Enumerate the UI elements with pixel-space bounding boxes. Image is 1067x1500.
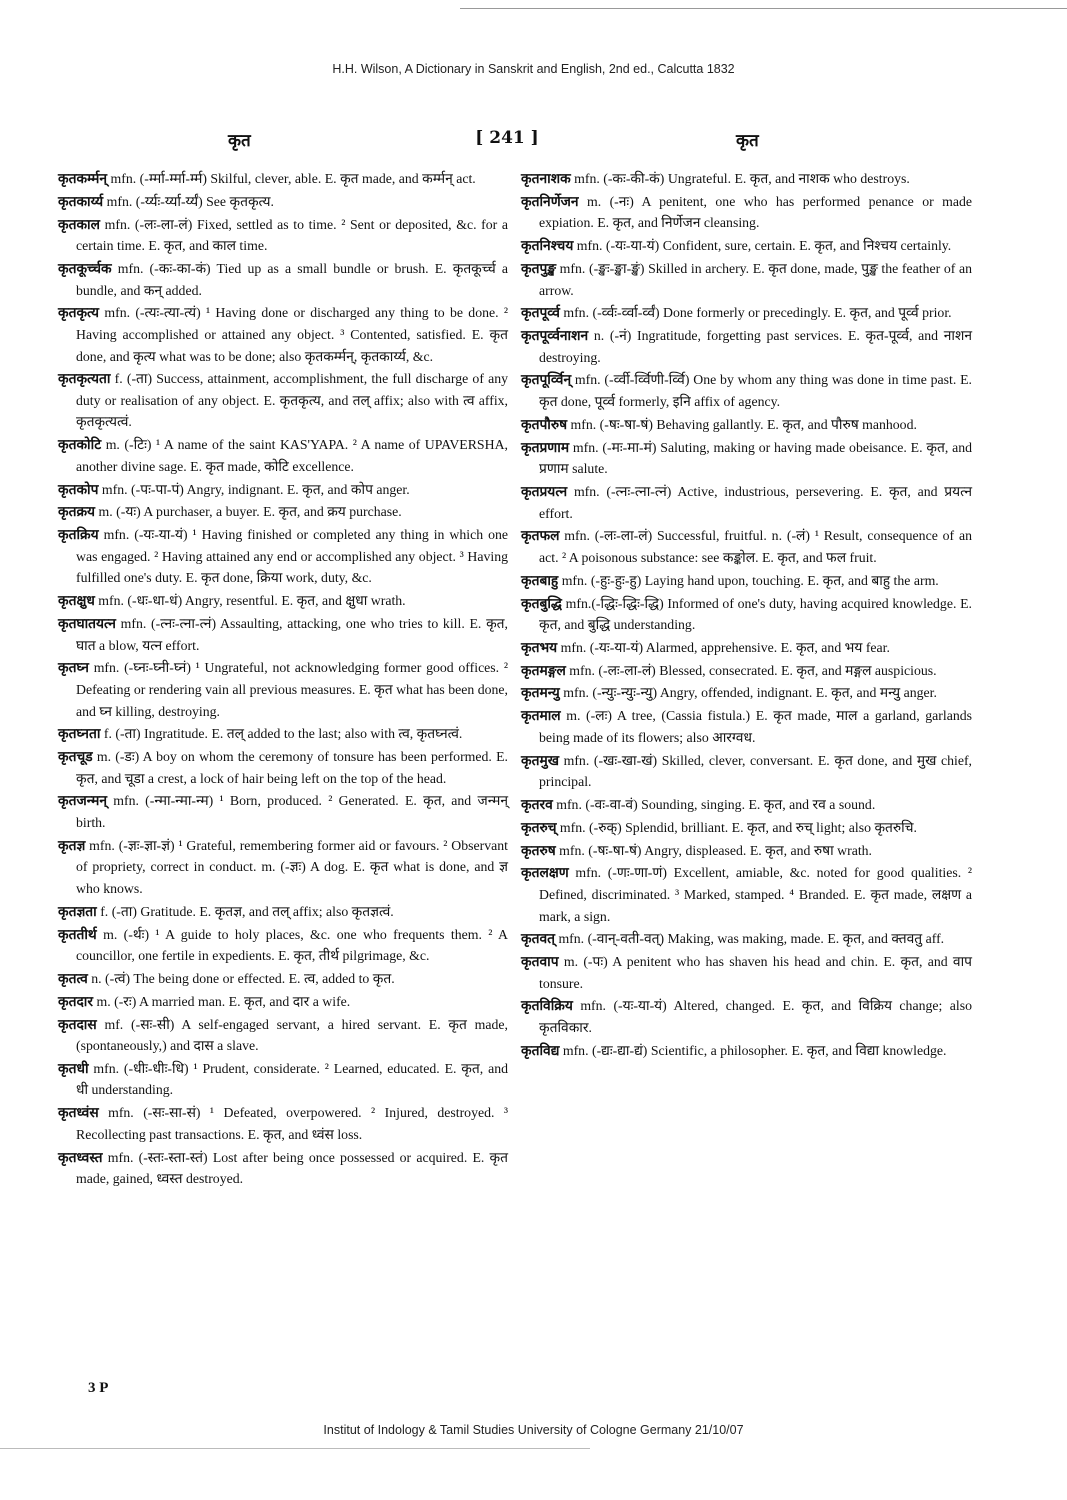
entry-definition: f. (-ता) Gratitude. E. कृतज्ञ, and तल् affix; also कृतज्ञत्वं. — [96, 903, 394, 919]
entry-headword: कृतरुच् — [521, 819, 557, 835]
entry-definition: mfn. (-वः-वा-वं) Sounding, singing. E. कृत, and रव a sound. — [552, 797, 876, 812]
entry-definition: mfn. (-घ्नः-घ्नी-घ्नं) ¹ Ungrateful, not acknowledging former good offices. ² Defeating or rendering vain all previous measures. E. कृत what has been done, and घ्न killing, destroying. — [76, 660, 508, 719]
entry-definition: mfn. (-त्नः-त्ना-त्नं) Active, industrious, persevering. E. कृत, and प्रयत्न effort. — [539, 484, 972, 521]
entry-headword: कृतविद्य — [521, 1042, 560, 1058]
entry-headword: कृतकूर्च्चक — [58, 260, 112, 276]
entry-headword: कृतकृत्यता — [58, 371, 111, 387]
entry-headword: कृतलक्षण — [521, 865, 569, 881]
dictionary-entry — [58, 501, 508, 523]
dictionary-entry — [521, 525, 972, 568]
entry-definition: mfn. (-रुक्) Splendid, brilliant. E. कृत, and रुच् light; also कृतरुचि. — [556, 819, 917, 835]
entry-headword: कृतज्ञता — [58, 903, 97, 919]
entry-headword: कृतधी — [58, 1060, 89, 1076]
dictionary-entry — [58, 901, 508, 923]
entry-headword: कृततीर्थ — [58, 926, 97, 942]
entry-headword: कृतबुद्धि — [521, 595, 562, 611]
entry-headword: कृतजन्मन् — [58, 793, 107, 809]
entry-definition: mfn. (-र्व्वः-र्व्वा-र्व्वं) Done formerly or precedingly. E. कृत, and पूर्व्व prior. — [559, 305, 952, 321]
entry-headword: कृतबाहु — [521, 572, 559, 588]
entry-definition: m. (-यः) A purchaser, a buyer. E. कृत, and क्रय purchase. — [95, 504, 402, 520]
entry-definition: mfn. (-षः-षा-षं) Angry, displeased. E. कृत, and रुषा wrath. — [555, 842, 872, 858]
entry-definition: mfn. (-ज्ञः-ज्ञा-ज्ञं) ¹ Grateful, remembering former aid or favours. ² Observant of propriety, correct in conduct. m. (-ज्ञः) A dog. E. कृत what is done, and ज्ञ who knows. — [76, 837, 508, 896]
footer-credit: Institut of Indology & Tamil Studies University of Cologne Germany 21/10/07 — [323, 1423, 744, 1437]
entry-definition: mfn. (-न्मा-न्मा-न्म) ¹ Born, produced. ² Generated. E. कृत, and जन्मन् birth. — [76, 793, 508, 831]
dictionary-entry — [58, 968, 508, 990]
entry-definition: m. (-नः) A penitent, one who has performed penance or made expiation. E. कृत, and निर्णेजन cleansing. — [539, 193, 972, 231]
dictionary-entry — [521, 570, 972, 592]
entry-definition: mfn. (-कः-की-कं) Ungrateful. E. कृत, and नाशक who destroys. — [570, 171, 910, 186]
dictionary-entry — [58, 524, 508, 589]
entry-definition: mfn. (-यः-या-यं) Altered, changed. E. कृत, and विक्रिय change; also कृतविकार. — [539, 998, 972, 1036]
entry-headword: कृतमङ्गल — [521, 662, 566, 678]
entry-definition: mfn. (-धः-धा-धं) Angry, resentful. E. कृत, and क्षुधा wrath. — [94, 593, 406, 609]
entry-headword: कृतरुष — [521, 842, 556, 858]
dictionary-entry — [521, 750, 972, 793]
entry-headword: कृतत्व — [58, 970, 88, 986]
entry-definition: mfn.(-द्धिः-द्धिः-द्धि) Informed of one's duty, having acquired knowledge. E. कृत, and बुद्धि understanding. — [539, 595, 972, 633]
entry-definition: mfn. (-यः-या-यं) Alarmed, apprehensive. E. कृत, and भय fear. — [557, 639, 890, 655]
entry-headword: कृतक्षुध — [58, 593, 95, 609]
dictionary-entry — [58, 723, 508, 745]
entry-definition: mfn. (-लः-ला-लं) Blessed, consecrated. E. कृत, and मङ्गल auspicious. — [565, 662, 937, 678]
dictionary-entry — [58, 368, 508, 433]
entry-definition: mfn. (-लः-ला-लं) Successful, fruitful. n. (-लं) ¹ Result, consequence of an act. ² A poisonous substance: see कङ्कोल. E. कृत, and फल fruit. — [539, 528, 972, 565]
entry-definition: mfn. (-हुः-हुः-हु) Laying hand upon, touching. E. कृत, and बाहु the arm. — [558, 572, 939, 588]
dictionary-entry — [521, 840, 972, 862]
page-number: [ 241 ] — [475, 128, 539, 148]
dictionary-entry — [521, 325, 972, 368]
entry-definition: mfn. (-द्यः-द्या-द्यं) Scientific, a philosopher. E. कृत, and विद्या knowledge. — [559, 1042, 947, 1058]
entry-definition: m. (-पः) A penitent who has shaven his head and chin. E. कृत, and वाप tonsure. — [539, 954, 972, 991]
entry-headword: कृतवाप — [521, 954, 559, 970]
left-column — [58, 168, 508, 1191]
entry-headword: कृतघातयत्न — [58, 615, 116, 631]
dictionary-entry — [58, 991, 508, 1013]
dictionary-entry — [58, 302, 508, 367]
dictionary-entry — [58, 258, 508, 301]
entry-headword: कृतमाल — [521, 708, 561, 724]
dictionary-entry — [521, 369, 972, 412]
source-citation: H.H. Wilson, A Dictionary in Sanskrit and English, 2nd ed., Calcutta 1832 — [332, 62, 735, 76]
entry-definition: mfn. (-र्य्यः-र्य्या-र्य्यं) See कृतकृत्य. — [103, 193, 274, 209]
entry-headword: कृतघ्नता — [58, 726, 101, 742]
entry-headword: कृतदास — [58, 1016, 97, 1032]
entry-definition: m. (-लः) A tree, (Cassia fistula.) E. कृत made, माल a garland, garlands being made of its flowers; also आरग्वध. — [539, 708, 972, 745]
entry-definition: mfn. (-वान्-वती-वत्) Making, was making, made. E. कृत, and क्तवतु aff. — [555, 931, 945, 947]
entry-headword: कृतविक्रिय — [521, 998, 573, 1014]
dictionary-entry — [58, 1147, 508, 1190]
entry-definition: mfn. (-मः-मा-मं) Saluting, making or having made obeisance. E. कृत, and प्रणाम salute. — [539, 439, 972, 477]
entry-definition: mfn. (-लः-ला-लं) Fixed, settled as to time. ² Sent or deposited, &c. for a certain time. E. कृत, and काल time. — [76, 216, 508, 254]
dictionary-entry — [58, 434, 508, 477]
entry-headword: कृतप्रयत्न — [521, 484, 568, 499]
header-right-catchword: कृत — [736, 131, 759, 151]
dictionary-entry — [58, 479, 508, 501]
entry-headword: कृतकोप — [58, 481, 99, 497]
entry-headword: कृतवत् — [521, 931, 555, 947]
entry-definition: mfn. (-यः-या-यं) Confident, sure, certain. E. कृत, and निश्चय certainly. — [573, 238, 952, 254]
entry-headword: कृतनिर्णेजन — [521, 193, 579, 209]
dictionary-entry — [521, 235, 972, 257]
dictionary-entry — [58, 1014, 508, 1057]
entry-headword: कृतचूड — [58, 749, 93, 765]
dictionary-entry — [521, 705, 972, 748]
dictionary-entry — [58, 214, 508, 257]
entry-definition: mfn. (-ङ्खः-ङ्खा-ङ्खं) Skilled in archery. E. कृत done, made, पुङ्ख the feather of an arrow. — [539, 260, 972, 298]
entry-headword: कृतदार — [58, 993, 94, 1009]
entry-definition: mf. (-सः-सी) A self-engaged servant, a hired servant. E. कृत made, (spontaneously,) and दास a slave. — [76, 1016, 508, 1054]
bottom-scan-rule — [0, 1448, 590, 1449]
entry-headword: कृतपौरुष — [521, 416, 568, 432]
dictionary-entry — [58, 1058, 508, 1101]
entry-headword: कृतज्ञ — [58, 837, 86, 853]
entry-headword: कृतपुङ्ख — [521, 260, 557, 276]
entry-definition: mfn. (-यः-या-यं) ¹ Having finished or completed any thing in which one was engaged. ² Having attained any end or accomplished any object. ³ Having fulfilled one's duty. E. कृत done, क्रिया work, duty, &c. — [76, 527, 508, 586]
entry-headword: कृतपूर्व्विन् — [521, 372, 572, 388]
entry-definition: mfn. (-खः-खा-खं) Skilled, clever, conversant. E. कृत done, and मुख chief, principal. — [539, 752, 972, 790]
entry-definition: mfn. (-षः-षा-षं) Behaving gallantly. E. कृत, and पौरुष manhood. — [567, 416, 917, 432]
entry-headword: कृतघ्न — [58, 660, 89, 676]
entry-headword: कृतरव — [521, 797, 553, 812]
dictionary-entry — [521, 481, 972, 524]
entry-definition: mfn. (-त्यः-त्या-त्यं) ¹ Having done or discharged any thing to be done. ² Having accomplished or attained any object. ³ Contented, satisfied. E. कृत done, and कृत्य what was to be done; also कृतकर्म्मन्, कृतकार्य्य, &c. — [76, 305, 508, 364]
dictionary-entry — [521, 191, 972, 234]
dictionary-entry — [58, 746, 508, 789]
entry-definition: n. (-नं) Ingratitude, forgetting past services. E. कृत-पूर्व्व, and नाशन destroying. — [539, 328, 972, 365]
entry-definition: f. (-ता) Ingratitude. E. तल् added to the last; also with त्व, कृतघ्नत्वं. — [100, 726, 463, 742]
entry-definition: mfn. (-न्युः-न्युः-न्यु) Angry, offended, indignant. E. कृत, and मन्यु anger. — [559, 685, 937, 701]
dictionary-entry — [521, 951, 972, 994]
dictionary-entry — [58, 657, 508, 722]
dictionary-entry — [521, 995, 972, 1038]
dictionary-entry — [58, 613, 508, 656]
dictionary-entry — [521, 168, 972, 190]
entry-definition: mfn. (-र्व्वी-र्व्विणी-र्व्वि) One by whom any thing was done in time past. E. कृत done, पूर्व्व formerly, इनि affix of agency. — [539, 372, 972, 410]
dictionary-entry — [521, 637, 972, 659]
dictionary-entry — [521, 862, 972, 927]
dictionary-entry — [58, 191, 508, 213]
entry-definition: m. (-रः) A married man. E. कृत, and दार a wife. — [93, 993, 351, 1009]
entry-headword: कृतक्रिय — [58, 527, 99, 543]
entry-definition: m. (-र्थः) ¹ A guide to holy places, &c. one who frequents them. ² A councillor, one fertile in expedients. E. कृत, तीर्थ pilgrimage, &c. — [76, 926, 508, 964]
entry-headword: कृतनाशक — [521, 171, 571, 186]
entry-definition: m. (-डः) A boy on whom the ceremony of tonsure has been performed. E. कृत, and चूडा a crest, a lock of hair being left on the top of the head. — [76, 749, 508, 786]
entry-headword: कृतक्रय — [58, 504, 96, 520]
dictionary-entry — [521, 817, 972, 839]
entry-headword: कृतफल — [521, 528, 560, 544]
entry-definition: m. (-टिः) ¹ A name of the saint KAS'YAPA. ² A name of UPAVERSHA, another divine sage. E. कृत made, कोटि excellence. — [76, 437, 508, 474]
dictionary-entry — [521, 437, 972, 480]
dictionary-entry — [521, 302, 972, 324]
entry-headword: कृतपूर्व्व — [521, 305, 560, 321]
entry-definition: mfn. (-त्नः-त्ना-त्नं) Assaulting, attacking, one who tries to kill. E. कृत, घात a blow, यत्न effort. — [76, 615, 508, 653]
dictionary-entry — [58, 924, 508, 967]
entry-headword: कृतकार्य्य — [58, 193, 104, 209]
dictionary-entry — [521, 682, 972, 704]
entry-definition: mfn. (-स्तः-स्ता-स्तं) Lost after being once possessed or acquired. E. कृत made, gained, ध्वस्त destroyed. — [76, 1149, 508, 1187]
entry-headword: कृतभय — [521, 639, 558, 655]
signature-mark: 3 P — [88, 1380, 109, 1396]
entry-headword: कृतमुख — [521, 752, 559, 768]
entry-headword: कृतप्रणाम — [521, 439, 570, 455]
entry-definition: mfn. (-णः-णा-णं) Excellent, amiable, &c. noted for good qualities. ² Defined, discriminated. ³ Marked, stamped. ⁴ Branded. E. कृत made, लक्षण a mark, a sign. — [539, 865, 972, 924]
entry-definition: n. (-त्वं) The being done or effected. E. त्व, added to कृत. — [87, 970, 395, 986]
entry-definition: mfn. (-पः-पा-पं) Angry, indignant. E. कृत, and कोप anger. — [98, 481, 410, 497]
entry-headword: कृतनिश्चय — [521, 238, 574, 254]
dictionary-entry — [521, 593, 972, 636]
entry-definition: f. (-ता) Success, attainment, accomplishment, the full discharge of any duty or realisation of any object. E. कृतकृत्य, and तल् affix; also with त्व affix, कृतकृत्यत्वं. — [76, 371, 508, 430]
dictionary-entry — [521, 414, 972, 436]
entry-headword: कृतकाल — [58, 216, 100, 232]
dictionary-entry — [521, 928, 972, 950]
dictionary-entry — [521, 258, 972, 301]
dictionary-entry — [58, 168, 508, 190]
dictionary-entry — [521, 1040, 972, 1062]
entry-definition: mfn. (-र्म्मा-र्म्मा-र्म्म) Skilful, clever, able. E. कृत made, and कर्म्मन् act. — [107, 171, 476, 186]
entry-headword: कृतध्वंस — [58, 1105, 99, 1121]
entry-headword: कृतपूर्व्वनाशन — [521, 328, 589, 344]
entry-headword: कृतकर्म्मन् — [58, 171, 108, 186]
entry-definition: mfn. (-धीः-धीः-धि) ¹ Prudent, considerate. ² Learned, educated. E. कृत, and धी understanding. — [76, 1060, 508, 1098]
entry-headword: कृतध्वस्त — [58, 1149, 103, 1165]
right-column — [521, 168, 972, 1063]
dictionary-entry — [58, 590, 508, 612]
dictionary-entry — [58, 790, 508, 833]
dictionary-entry — [58, 835, 508, 900]
dictionary-entry — [521, 660, 972, 682]
entry-headword: कृतकृत्य — [58, 305, 100, 321]
header-left-catchword: कृत — [228, 131, 251, 151]
entry-definition: mfn. (-सः-सा-सं) ¹ Defeated, overpowered. ² Injured, destroyed. ³ Recollecting past transactions. E. कृत, and ध्वंस loss. — [76, 1105, 508, 1142]
top-scan-rule — [460, 8, 1067, 9]
dictionary-entry — [58, 1102, 508, 1145]
entry-definition: mfn. (-कः-का-कं) Tied up as a small bundle or brush. E. कृतकूर्च्च a bundle, and कन् added. — [76, 260, 508, 298]
entry-headword: कृतमन्यु — [521, 685, 560, 701]
entry-headword: कृतकोटि — [58, 437, 102, 453]
dictionary-entry — [521, 794, 972, 816]
